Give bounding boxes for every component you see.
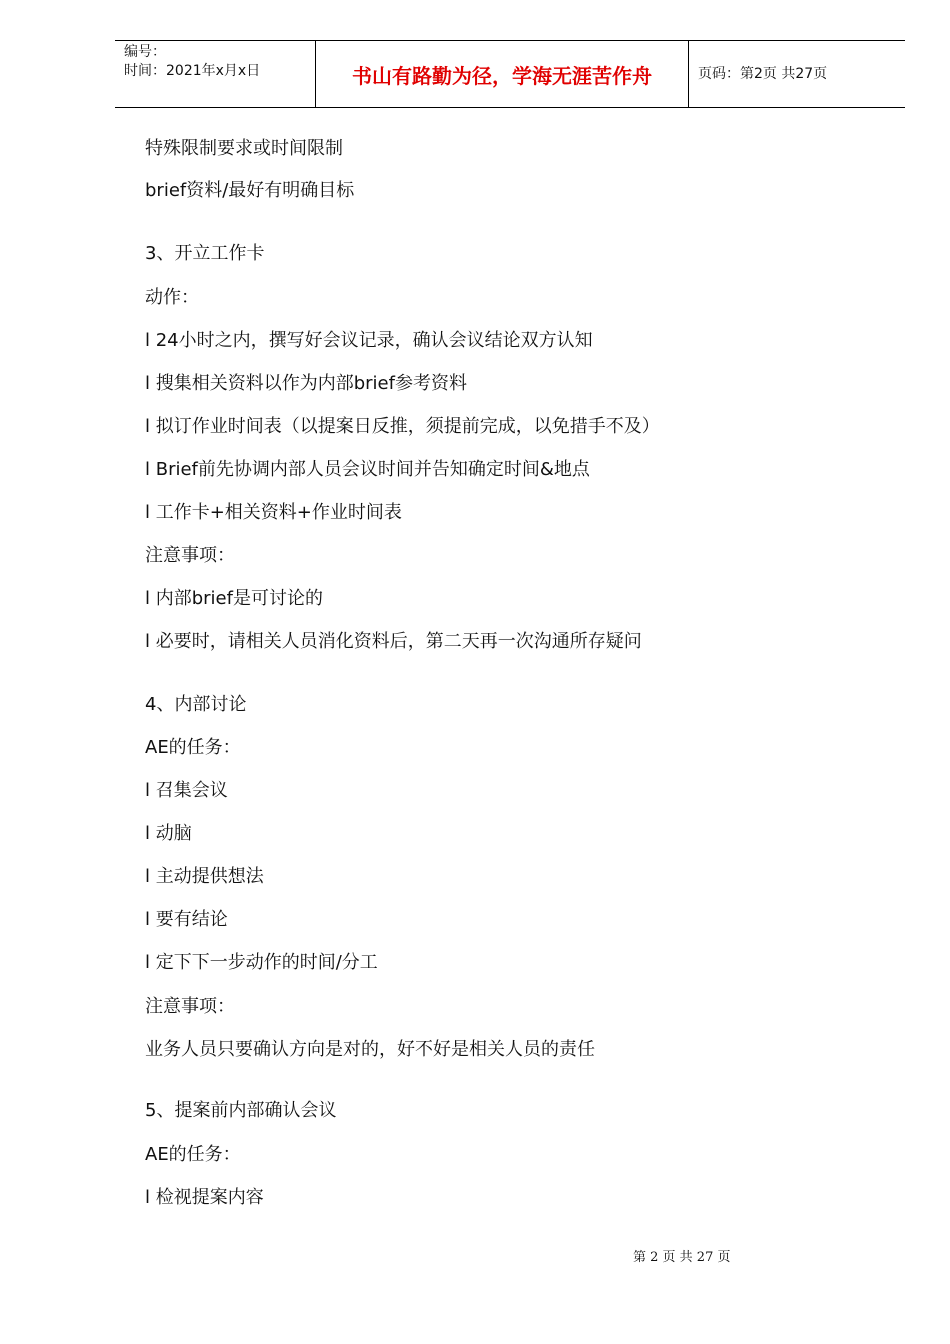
list-item: l 拟订作业时间表（以提案日反推，须提前完成，以免措手不及） bbox=[145, 416, 660, 437]
page-footer: 第 2 页 共 27 页 bbox=[633, 1250, 731, 1265]
section-heading: 4、内部讨论 bbox=[145, 694, 247, 715]
list-item: l 工作卡+相关资料+作业时间表 bbox=[145, 502, 402, 523]
text-line: AE的任务： bbox=[145, 1144, 241, 1165]
text-line: 特殊限制要求或时间限制 bbox=[145, 138, 343, 159]
list-item: l 搜集相关资料以作为内部brief参考资料 bbox=[145, 373, 467, 394]
header-page-info: 页码：第2页 共27页 bbox=[698, 66, 828, 82]
document-time-label: 时间：2021年x月x日 bbox=[124, 63, 261, 79]
header-motto-cell bbox=[316, 41, 689, 107]
section-heading: 3、开立工作卡 bbox=[145, 243, 265, 264]
list-item: l 召集会议 bbox=[145, 780, 228, 801]
text-line: 注意事项： bbox=[145, 545, 235, 566]
list-item: l 内部brief是可讨论的 bbox=[145, 588, 323, 609]
section-heading: 5、提案前内部确认会议 bbox=[145, 1100, 337, 1121]
list-item: l 检视提案内容 bbox=[145, 1187, 264, 1208]
list-item: l 动脑 bbox=[145, 823, 192, 844]
list-item: l 24小时之内，撰写好会议记录，确认会议结论双方认知 bbox=[145, 330, 593, 351]
header-page-cell bbox=[689, 41, 905, 107]
list-item: l 主动提供想法 bbox=[145, 866, 264, 887]
header-motto: 书山有路勤为径，学海无涯苦作舟 bbox=[352, 64, 652, 88]
list-item: l 要有结论 bbox=[145, 909, 228, 930]
page-header bbox=[115, 40, 905, 108]
list-item: l 定下下一步动作的时间/分工 bbox=[145, 952, 378, 973]
text-line: brief资料/最好有明确目标 bbox=[145, 180, 355, 201]
text-line: 业务人员只要确认方向是对的，好不好是相关人员的责任 bbox=[145, 1039, 595, 1060]
list-item: l 必要时，请相关人员消化资料后，第二天再一次沟通所存疑问 bbox=[145, 631, 642, 652]
list-item: l Brief前先协调内部人员会议时间并告知确定时间&地点 bbox=[145, 459, 590, 480]
text-line: 注意事项： bbox=[145, 996, 235, 1017]
text-line: 动作： bbox=[145, 287, 199, 308]
text-line: AE的任务： bbox=[145, 737, 241, 758]
header-info-cell bbox=[115, 41, 316, 107]
document-number-label: 编号： bbox=[124, 44, 166, 60]
